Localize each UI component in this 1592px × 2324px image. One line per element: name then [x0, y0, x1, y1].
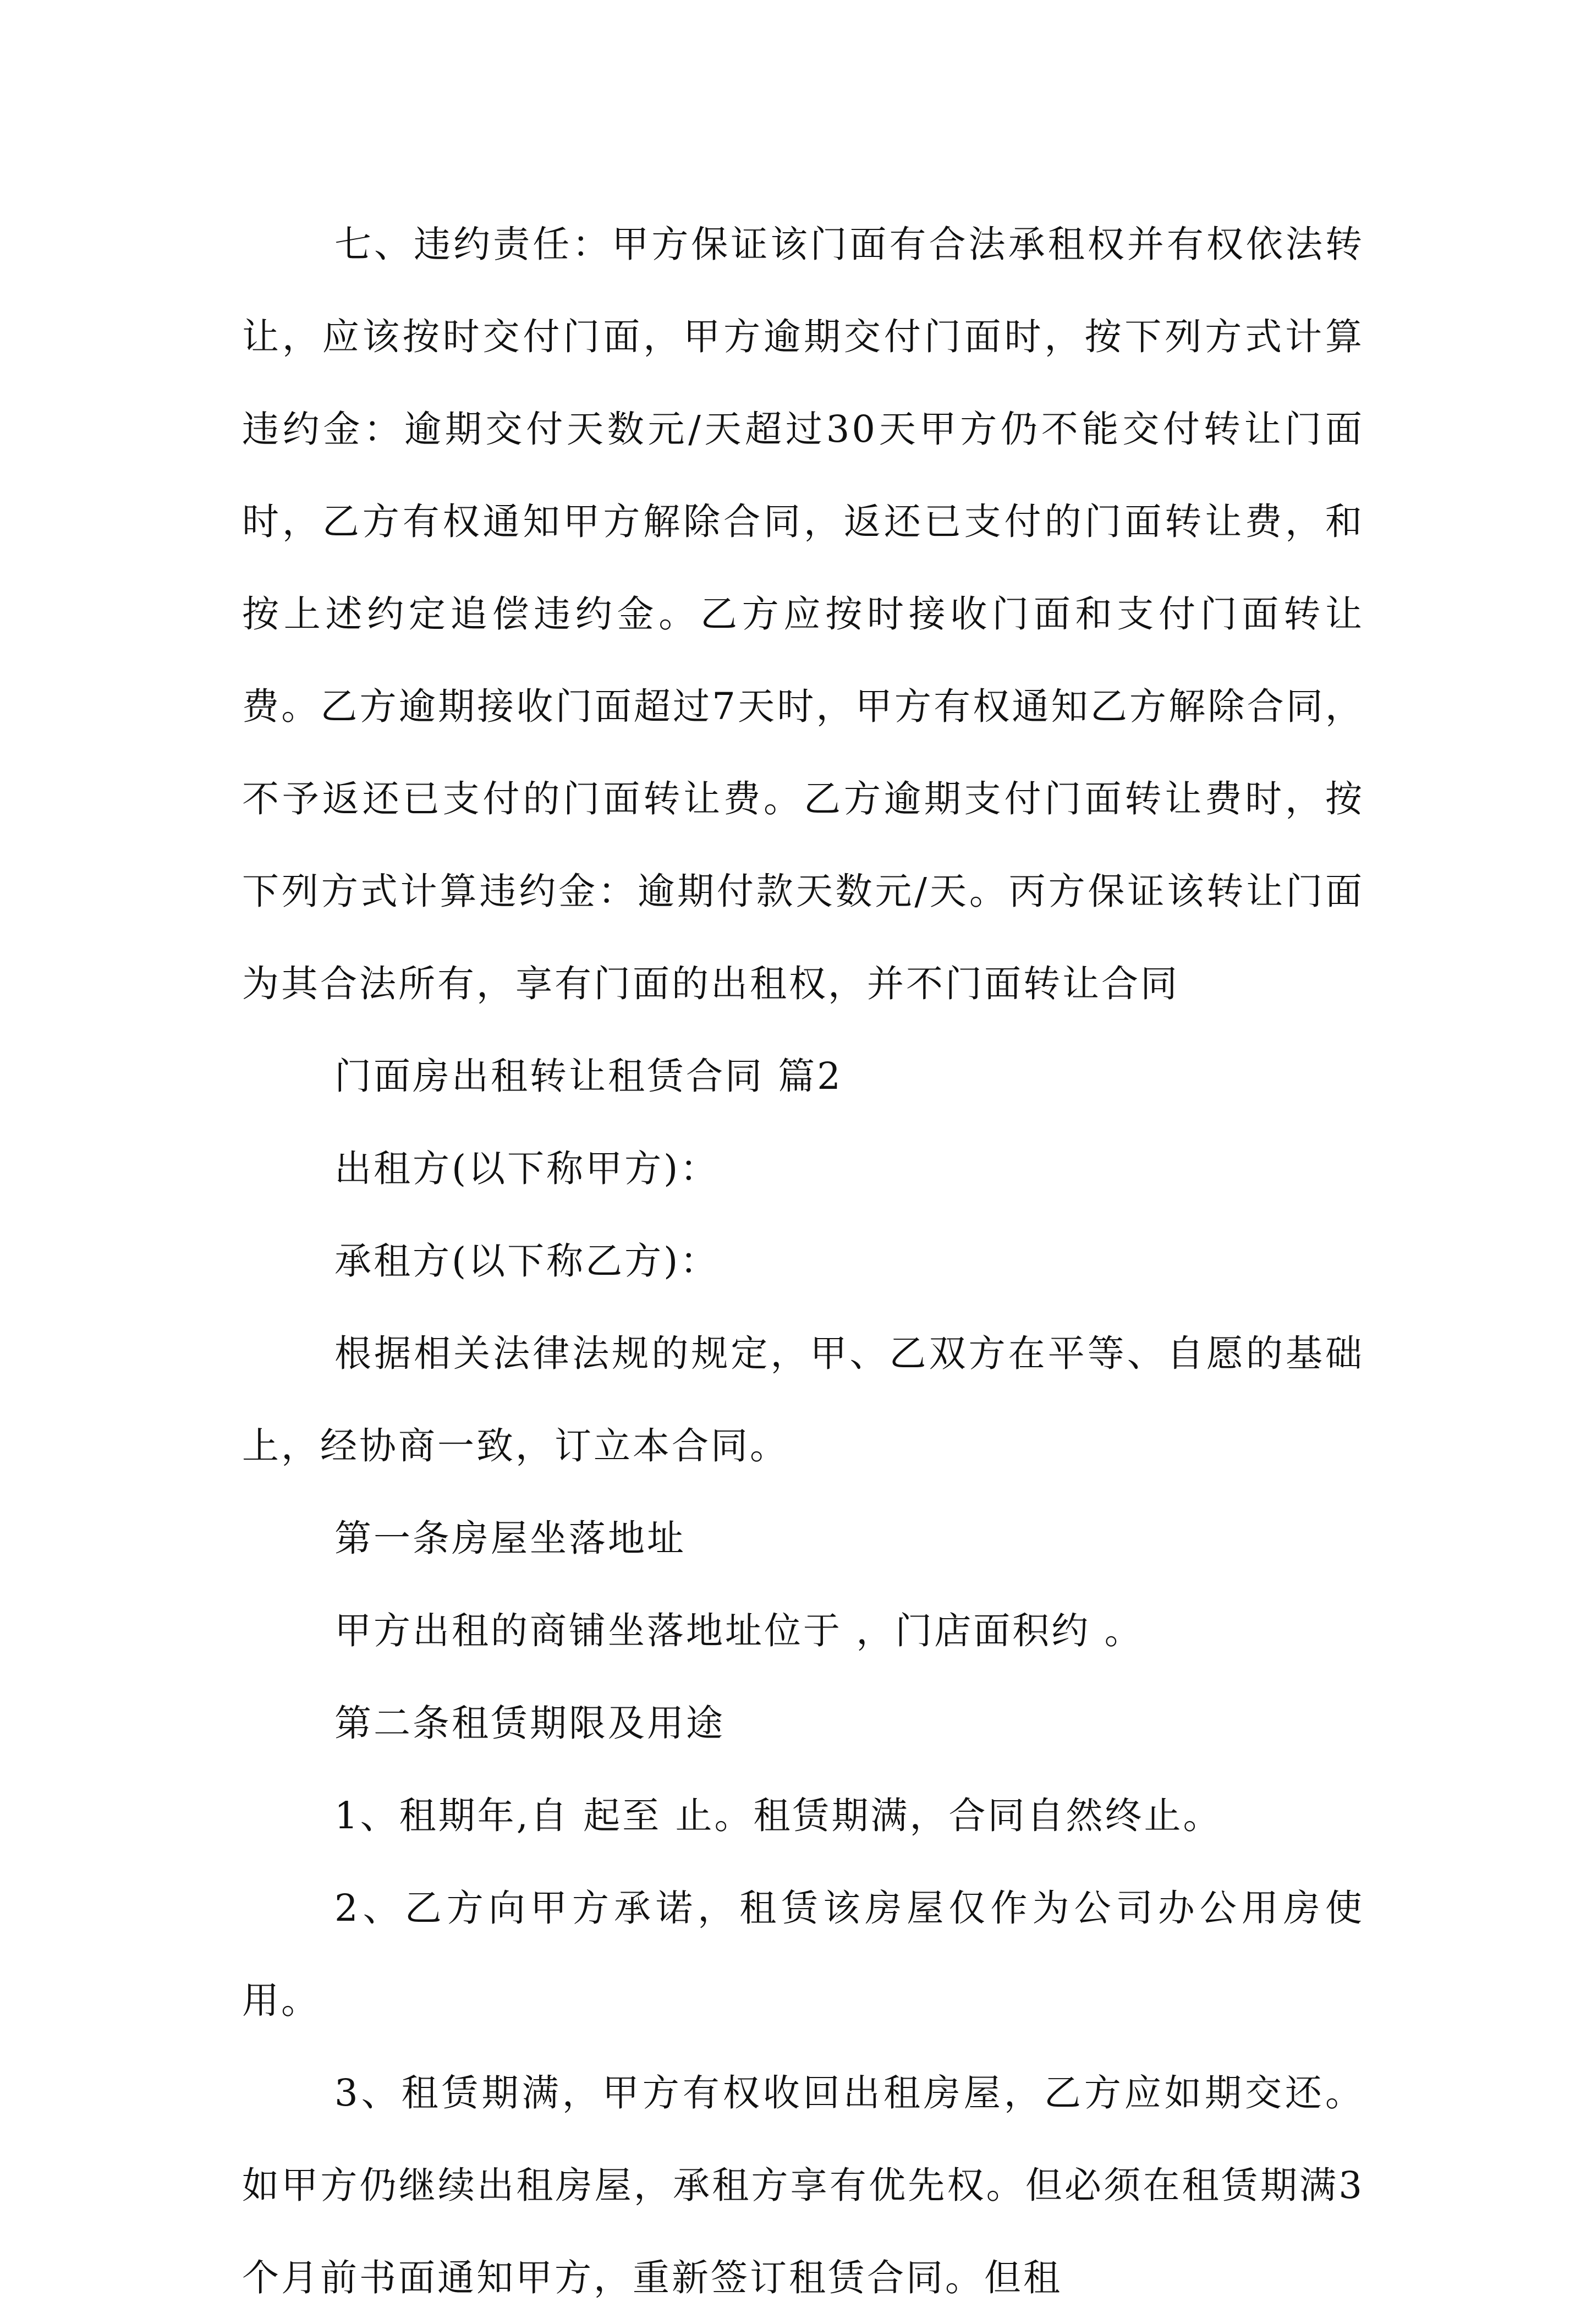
paragraph-preamble: 根据相关法律法规的规定，甲、乙双方在平等、自愿的基础上，经协商一致，订立本合同。 [242, 1332, 1364, 1467]
paragraph-address: 甲方出租的商铺坐落地址位于 ，门店面积约 。 [334, 1609, 1144, 1652]
paragraph-article-2-heading: 第二条租赁期限及用途 [334, 1702, 725, 1745]
paragraph-lessee: 承租方(以下称乙方)： [334, 1240, 720, 1282]
paragraph-section-title: 门面房出租转让租赁合同 篇2 [334, 1055, 843, 1098]
paragraph-article-1-heading: 第一条房屋坐落地址 [334, 1517, 686, 1560]
paragraph-lessor: 出租方(以下称甲方)： [334, 1147, 720, 1190]
paragraph-expiry: 3、租赁期满，甲方有权收回出租房屋，乙方应如期交还。如甲方仍继续出租房屋，承租方享有优先权。但必须在租赁期满3个月前书面通知甲方，重新签订租赁合同。但租 [242, 2071, 1364, 2299]
document-body [242, 198, 1364, 2324]
paragraph-term: 1、租期年,自 起至 止。租赁期满，合同自然终止。 [334, 1794, 1222, 1837]
paragraph-breach-liability: 七、违约责任：甲方保证该门面有合法承租权并有权依法转让，应该按时交付门面，甲方逾期交付门面时，按下列方式计算违约金：逾期交付天数元/天超过30天甲方仍不能交付转让门面时，乙方有权通知甲方解除合同，返还已支付的门面转让费，和按上述约定追偿违约金。乙方应按时接收门面和支付门面转让费。乙方逾期接收门面超过7天时，甲方有权通知乙方解除合同，不予返还已支付的门面转让费。乙方逾期支付门面转让费时，按下列方式计算违约金：逾期付款天数元/天。丙方保证该转让门面为其合法所有，享有门面的出租权，并不门面转让合同 [242, 223, 1364, 1005]
paragraph-usage: 2、乙方向甲方承诺，租赁该房屋仅作为公司办公用房使用。 [242, 1887, 1364, 2022]
